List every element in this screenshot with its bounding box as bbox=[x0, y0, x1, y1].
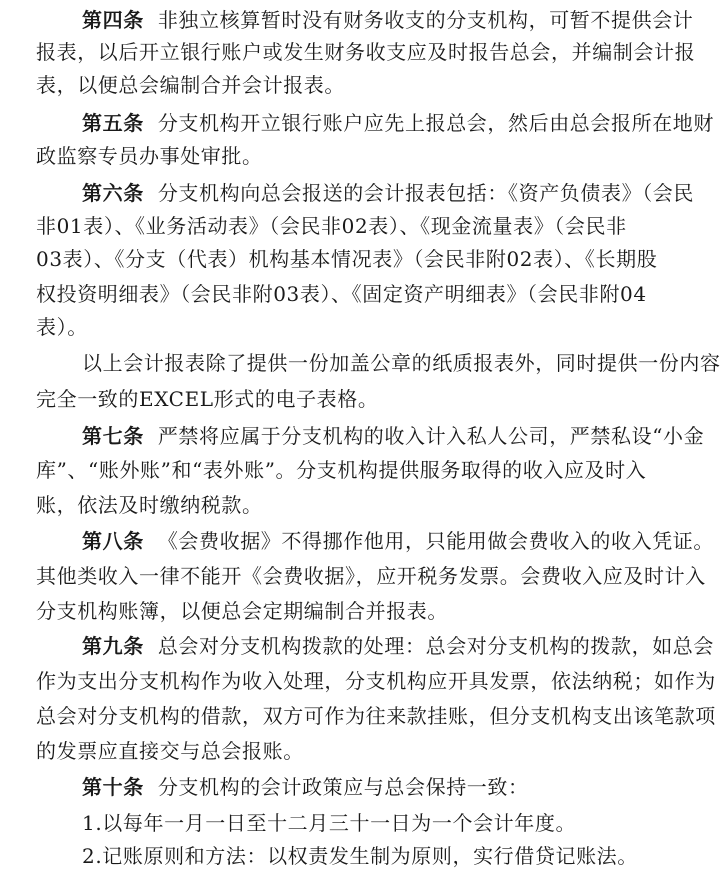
article-9-line-1: 第九条 总会对分支机构拨款的处理：总会对分支机构的拨款，如总会 bbox=[82, 634, 715, 658]
article-7-line-2: 库”、“账外账”和“表外账”。分支机构提供服务取得的收入应及时入 bbox=[36, 458, 647, 482]
article-4-line-3: 表，以便总会编制合并会计报表。 bbox=[36, 73, 345, 97]
article-9-line-4: 的发票应直接交与总会报账。 bbox=[36, 739, 304, 763]
article-6-line-1: 第六条 分支机构向总会报送的会计报表包括：《资产负债表》（会民 bbox=[82, 181, 695, 205]
article-8-heading: 第八条 bbox=[82, 529, 144, 553]
article-10-item-2: 2.记账原则和方法：以权责发生制为原则，实行借贷记账法。 bbox=[82, 844, 638, 868]
article-7-line-1: 第七条 严禁将应属于分支机构的收入计入私人公司，严禁私设“小金 bbox=[82, 424, 705, 448]
article-9-line-2: 作为支出分支机构作为收入处理，分支机构应开具发票，依法纳税；如作为 bbox=[36, 669, 716, 693]
article-6-line-4: 权投资明细表》（会民非附03表）、《固定资产明细表》（会民非附04 bbox=[36, 282, 647, 306]
article-6-line-5: 表）。 bbox=[36, 315, 88, 339]
article-6-extra-1: 以上会计报表除了提供一份加盖公章的纸质报表外，同时提供一份内容 bbox=[82, 351, 721, 375]
article-5-line-2: 政监察专员办事处审批。 bbox=[36, 144, 263, 168]
article-6-heading: 第六条 bbox=[82, 181, 144, 205]
article-10-heading: 第十条 bbox=[82, 775, 144, 799]
article-6-line-3: 03表）、《分支（代表）机构基本情况表》（会民非附02表）、《长期股 bbox=[36, 247, 658, 271]
article-8-line-2: 其他类收入一律不能开《会费收据》，应开税务发票。会费收入应及时计入 bbox=[36, 564, 706, 588]
article-7-heading: 第七条 bbox=[82, 424, 144, 448]
article-9-heading: 第九条 bbox=[82, 634, 144, 658]
article-6-extra-2: 完全一致的EXCEL形式的电子表格。 bbox=[36, 387, 379, 411]
article-6-line-2: 非01表）、《业务活动表》（会民非02表）、《现金流量表》（会民非 bbox=[36, 214, 627, 238]
article-9-line-3: 总会对分支机构的借款，双方可作为往来款挂账，但分支机构支出该笔款项 bbox=[36, 704, 716, 728]
article-10-line-1: 第十条 分支机构的会计政策应与总会保持一致： bbox=[82, 775, 529, 799]
article-4-line-1: 第四条 非独立核算暂时没有财务收支的分支机构，可暂不提供会计 bbox=[82, 8, 694, 32]
article-8-line-3: 分支机构账簿，以便总会定期编制合并报表。 bbox=[36, 599, 448, 623]
article-4-line-2: 报表，以后开立银行账户或发生财务收支应及时报告总会，并编制会计报 bbox=[36, 40, 696, 64]
article-5-heading: 第五条 bbox=[82, 111, 144, 135]
article-10-item-1: 1.以每年一月一日至十二月三十一日为一个会计年度。 bbox=[82, 811, 577, 835]
article-5-line-1: 第五条 分支机构开立银行账户应先上报总会，然后由总会报所在地财 bbox=[82, 111, 715, 135]
article-8-line-1: 第八条 《会费收据》不得挪作他用，只能用做会费收入的收入凭证。 bbox=[82, 529, 715, 553]
article-4-heading: 第四条 bbox=[82, 8, 144, 32]
article-7-line-3: 账，依法及时缴纳税款。 bbox=[36, 493, 263, 517]
